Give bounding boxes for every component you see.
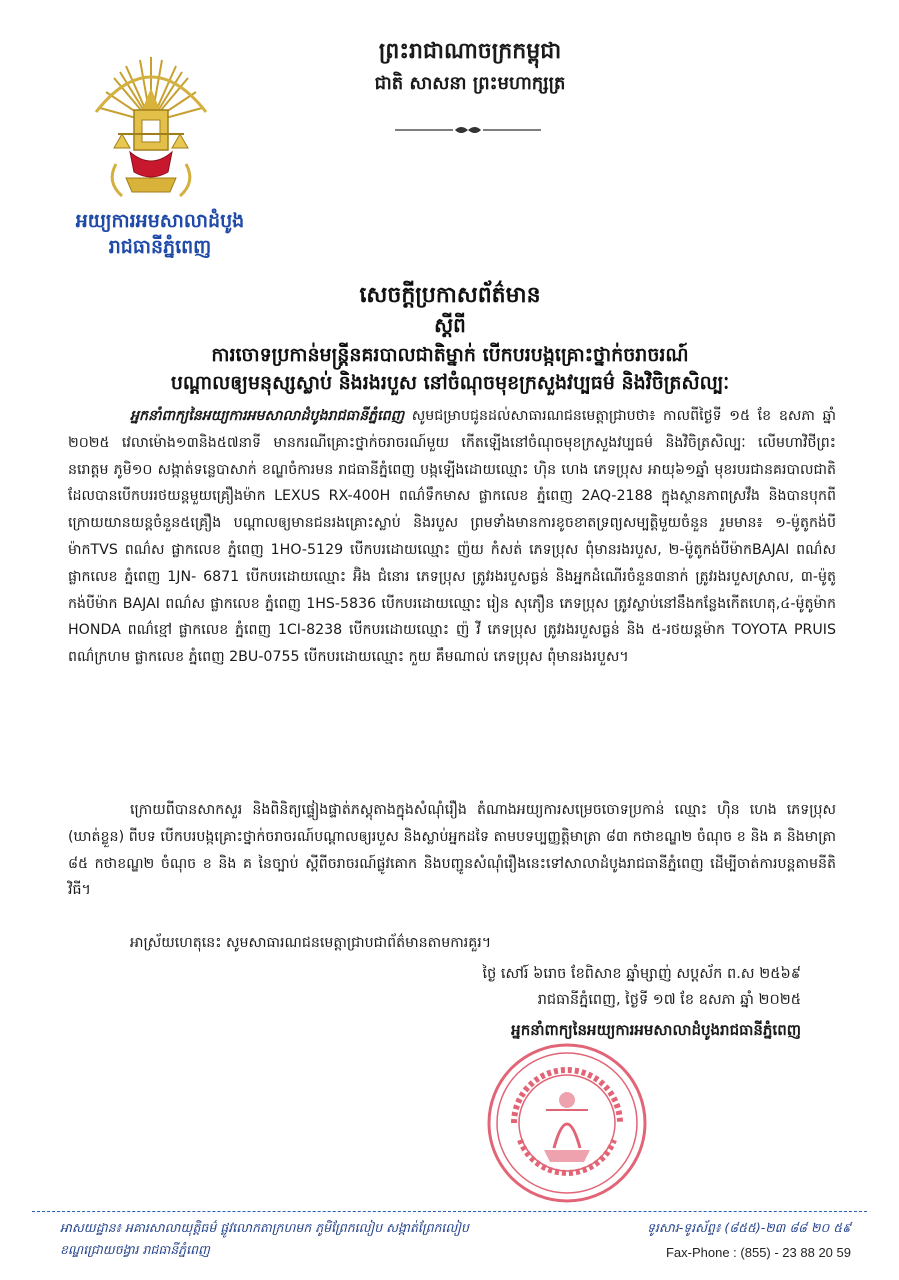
title-subject-line2: បណ្តាលឲ្យមនុស្សស្លាប់ និងរងរបួស នៅចំណុចមុខក្រសួងវប្បធម៌ និងវិចិត្រសិល្បៈ: [170, 372, 730, 394]
office-name-line2: រាជធានីភ្នំពេញ: [108, 236, 212, 258]
body-paragraph-3: អាស្រ័យហេតុនេះ សូមសាធារណជនមេត្តាជ្រាបជាព័ត៌មានតាមការគួរ។: [130, 935, 492, 951]
footer-address-line2: ខណ្ឌជ្រោយចង្វារ រាជធានីភ្នំពេញ: [60, 1242, 210, 1257]
title-subject-line1: ការចោទប្រកាន់មន្ត្រីនគរបាលជាតិម្នាក់ បើកបរបង្កគ្រោះថ្នាក់ចរាចរណ៍: [211, 344, 689, 366]
footer-phone-english: Fax-Phone : (855) - 23 88 20 59: [665, 1245, 851, 1260]
ornament-divider-icon: [393, 124, 543, 136]
body-paragraph-2: ក្រោយពីបានសាកសួរ និងពិនិត្យផ្ទៀងផ្ទាត់ភស្តុតាងក្នុងសំណុំរឿង តំណាងអយ្យការសម្រេចចោទប្រកាន់ ឈ្មោះ ហ៊ិន ហេង ភេទប្រុស (ឃាត់ខ្លួន) ពីបទ បើកបរបង្កគ្រោះថ្នាក់ចរាចរណ៍បណ្តាលឲ្យរបួស និងស្លាប់អ្នកដទៃ តាមបទប្បញ្ញត្តិមាត្រា ៨៣ កថាខណ្ឌ២ ចំណុច ខ និង គ និងមាត្រា ៨៥ កថាខណ្ឌ២ ចំណុច ខ និង គ នៃច្បាប់ ស្តីពីចរាចរណ៍ផ្លូវគោក និងបញ្ជូនសំណុំរឿងនេះទៅសាលាដំបូងរាជធានីភ្នំពេញ ដើម្បីចាត់ការបន្តតាមនីតិវិធី។: [68, 802, 836, 899]
solar-date: រាជធានីភ្នំពេញ, ថ្ងៃទី ១៧ ខែ ឧសភា ឆ្នាំ ២០២៥: [537, 992, 801, 1008]
footer-phone-khmer: ទូរសារ-ទូរស័ព្ទ៖ (៨៥៥)-២៣ ៨៨ ២០ ៥៩: [646, 1220, 851, 1235]
official-seal-icon: [484, 1040, 650, 1206]
national-motto: ជាតិ សាសនា ព្រះមហាក្សត្រ: [374, 73, 566, 94]
signer-title: អ្នកនាំពាក្យនៃអយ្យការអមសាលាដំបូងរាជធានីភ្នំពេញ: [511, 1021, 801, 1039]
lunar-date: ថ្ងៃ សៅរ៍ ៦រោច ខែពិសាខ ឆ្នាំម្សាញ់ សប្តស័ក ព.ស ២៥៦៩: [482, 966, 801, 982]
office-name-line1: អយ្យការអមសាលាដំបូង: [75, 210, 245, 232]
footer-divider: [32, 1211, 867, 1212]
document-title: សេចក្តីប្រកាសព័ត៌មាន: [359, 283, 541, 308]
emblem-icon: [86, 52, 216, 208]
spokesperson-lead: អ្នកនាំពាក្យនៃអយ្យការអមសាលាដំបូងរាជធានីភ្នំពេញ: [130, 408, 405, 424]
kingdom-heading: ព្រះរាជាណាចក្រកម្ពុជា: [378, 39, 562, 64]
footer-address-line1: អាសយដ្ឋាន៖ អគារសាលាយុត្តិធម៌ ផ្លូវលោកតាក្រហមក ភូមិព្រែកលៀប សង្កាត់ព្រែកលៀប: [60, 1220, 469, 1235]
title-subject-label: ស្តីពី: [434, 313, 466, 337]
paragraph-1-text: សូមជម្រាបជូនដល់សាធារណជនមេត្តាជ្រាបថា៖ កាលពីថ្ងៃទី ១៥ ខែ ឧសភា ឆ្នាំ ២០២៥ វេលាម៉ោង១៣និង៥៧នាទី មានករណីគ្រោះថ្នាក់ចរាចរណ៍មួយ កើតឡើងនៅចំណុចមុខក្រសួងវប្បធម៌ និងវិចិត្រសិល្បៈ លើមហាវិថីព្រះនរោត្តម ភូមិ១០ សង្កាត់ទន្លេបាសាក់ ខណ្ឌចំការមន រាជធានីភ្នំពេញ បង្កឡើងដោយឈ្មោះ ហ៊ិន ហេង ភេទប្រុស អាយុ៦១ឆ្នាំ មុខរបរជានគរបាលជាតិ ដែលបានបើកបររថយន្តមួយគ្រឿងម៉ាក LEXUS RX-400H ពណ៌ទឹកមាស ផ្លាកលេខ ភ្នំពេញ 2AQ-2188 ក្នុងស្ថានភាពស្រវឹង និងបានបុកពីក្រោយយានយន្តចំនួន៥គ្រឿង បណ្តាលឲ្យមានជនរងគ្រោះស្លាប់ និងរបួស ព្រមទាំងមានការខូចខាតទ្រព្យសម្បត្តិមួយចំនួន រួមមាន៖ ១-ម៉ូតូកង់បីម៉ាកTVS ពណ៌ស ផ្លាកលេខ ភ្នំពេញ 1HO-5129 បើកបរដោយឈ្មោះ ញ៉យ កំសត់ ភេទប្រុស ពុំមានរងរបួស, ២-ម៉ូតូកង់បីម៉ាកBAJAI ពណ៌ស ផ្លាកលេខ ភ្នំពេញ 1JN- 6871 បើកបរដោយឈ្មោះ អ៊ិង ជំនោរ ភេទប្រុស ត្រូវរងរបួសធ្ងន់ និងអ្នកដំណើរចំនួន៣នាក់ ត្រូវរងរបួសស្រាល, ៣-ម៉ូតូកង់បីម៉ាក BAJAI ពណ៌ស ផ្លាកលេខ ភ្នំពេញ 1HS-5836 បើកបរដោយឈ្មោះ រៀន សុភឿន ភេទប្រុស ត្រូវស្លាប់នៅនឹងកន្លែងកើតហេតុ,៤-ម៉ូតូម៉ាក HONDA ពណ៌ខ្មៅ ផ្លាកលេខ ភ្នំពេញ 1CI-8238 បើកបរដោយឈ្មោះ ញ៉ វី ភេទប្រុស ត្រូវរងរបួសធ្ងន់ និង ៥-រថយន្តម៉ាក TOYOTA PRUIS ពណ៌ក្រហម ផ្លាកលេខ ភ្នំពេញ 2BU-0755 បើកបរដោយឈ្មោះ កួយ គឹមណាល់ ភេទប្រុស ពុំមានរងរបួស។: [68, 408, 836, 666]
body-paragraph-1: [68, 403, 836, 671]
